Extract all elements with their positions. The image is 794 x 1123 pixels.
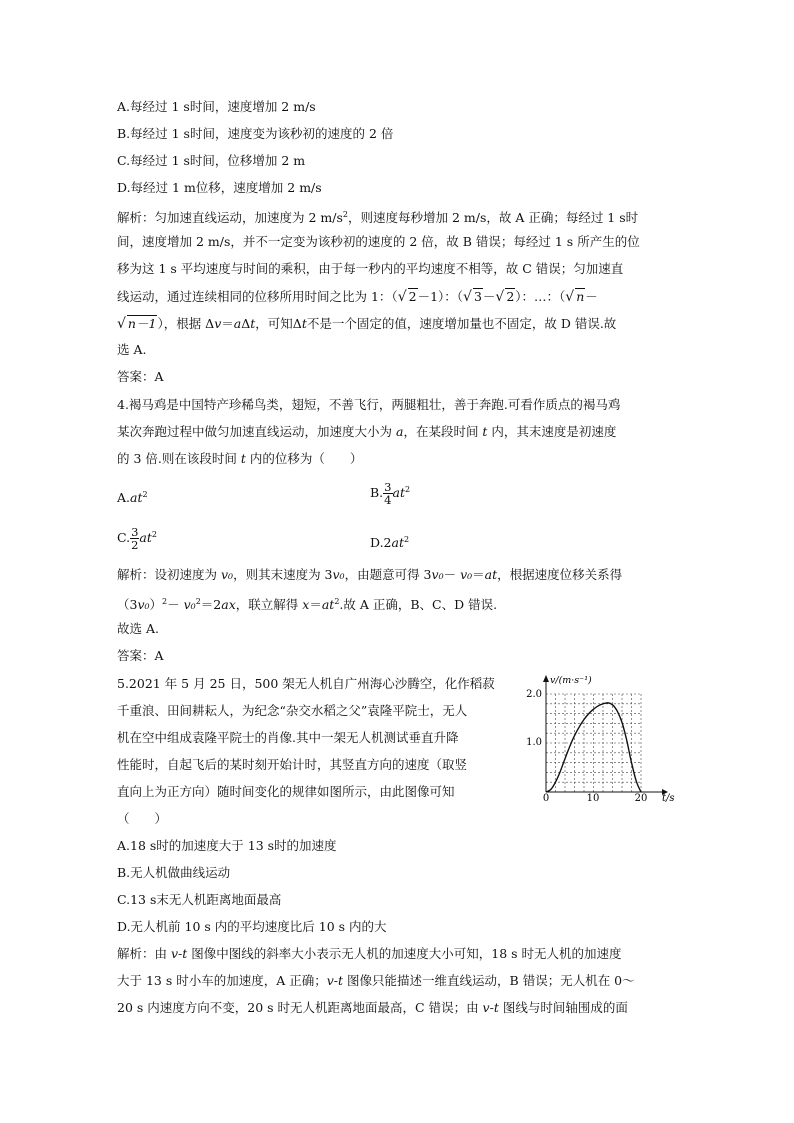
q5-option-c: C.13 s末无人机距离地面最高 xyxy=(117,892,282,907)
y-tick-label: 2.0 xyxy=(526,689,542,700)
x-axis-label: t/s xyxy=(662,793,675,804)
q5-stem-line-5: 直向上为正方向）随时间变化的规律如图所示，由此图像可知 xyxy=(117,784,455,799)
q4-option-c: C. $\frac{3}{2}$ $at^2$ xyxy=(117,525,157,552)
q4-option-b: B. $\frac{3}{4}$ $at^2$ xyxy=(370,480,411,507)
q5-option-d: D.无人机前 10 s 内的平均速度比后 10 s 内的大 xyxy=(117,919,387,934)
q4-conclusion: 故选 A. xyxy=(117,621,159,636)
q5-stem-line-2: 千重浪、田间耕耘人，为纪念“杂交水稻之父”袁隆平院士，无人 xyxy=(117,703,468,718)
q3-option-c: C.每经过 1 s时间，位移增加 2 m xyxy=(117,153,306,168)
y-tick-label: 1.0 xyxy=(526,737,542,748)
q3-analysis-line-4: 线运动，通过连续相同的位移所用时间之比为 1：（√ 2－1）：（√ 3－√ 2）：…：（√ n－ xyxy=(117,289,598,305)
q5-analysis-line-2: 大于 13 s 时小车的加速度，A 正确；v-t 图像只能描述一维直线运动，B 错误；无人机在 0～ xyxy=(117,973,635,988)
x-tick-label: 10 xyxy=(586,793,600,804)
q4-stem-line-3: 的 3 倍.则在该段时间 t 内的位移为（ ） xyxy=(117,451,363,466)
x-tick-label: 0 xyxy=(542,793,550,804)
q4-analysis-line-2: $(3v_0)^2- v_0^2=2ax$，联立解得 $x=at^2$.故 A 正确，B、C、D 错误. xyxy=(117,597,498,613)
q3-option-b: B.每经过 1 s时间，速度变为该秒初的速度的 2 倍 xyxy=(117,126,394,141)
q5-analysis-line-1: 解析：由 v-t 图像中图线的斜率大小表示无人机的加速度大小可知，18 s 时无人机的加速度 xyxy=(117,946,622,961)
q4-analysis-line-1: 解析：设初速度为 v₀，则其末速度为 3v₀，由题意可得 3v₀－ v₀＝at，根据速度位移关系得 xyxy=(117,567,623,582)
q4-answer: 答案：A xyxy=(117,648,164,663)
q3-analysis-line-2: 间，速度增加 2 m/s，并不一定变为该秒初的速度的 2 倍，故 B 错误；每经过 1 s 所产生的位 xyxy=(117,234,640,249)
velocity-time-graph xyxy=(512,670,682,810)
q4-stem-line-2: 某次奔跑过程中做匀加速直线运动，加速度大小为 a，在某段时间 t 内，其末速度是初速度 xyxy=(117,424,617,439)
q5-stem-line-6: （ ） xyxy=(117,811,168,826)
q5-stem-line-3: 机在空中组成袁隆平院士的肖像.其中一架无人机测试垂直升降 xyxy=(117,730,459,745)
x-tick-label: 20 xyxy=(634,793,648,804)
y-axis-label: v/(m·s⁻¹) xyxy=(550,675,592,686)
q3-analysis-line-3: 移为这 1 s 平均速度与时间的乘积，由于每一秒内的平均速度不相等，故 C 错误；匀加速直 xyxy=(117,261,624,276)
q5-stem-line-4: 性能时，自起飞后的某时刻开始计时，其竖直方向的速度（取竖 xyxy=(117,757,468,772)
q3-analysis-line-5: √ n－1），根据 Δv＝aΔt，可知Δt不是一个固定的值，速度增加量也不固定，故 D 错误.故 xyxy=(117,316,617,332)
q3-analysis-line-1: 解析：匀加速直线运动，加速度为 2 $m/s^2$，则速度每秒增加 2 m/s，故 A 正确；每经过 1 s时 xyxy=(117,210,639,226)
q3-answer: 答案：A xyxy=(117,369,164,384)
q5-option-b: B.无人机做曲线运动 xyxy=(117,865,231,880)
q3-option-a: A.每经过 1 s时间，速度增加 2 m/s xyxy=(117,99,316,114)
q4-stem-line-1: 4.褐马鸡是中国特产珍稀鸟类，翅短，不善飞行，两腿粗壮，善于奔跑.可看作质点的褐马鸡 xyxy=(117,397,621,412)
graph-axes xyxy=(543,675,668,795)
q5-analysis-line-3: 20 s 内速度方向不变，20 s 时无人机距离地面最高，C 错误；由 v-t 图线与时间轴围成的面 xyxy=(117,1000,628,1015)
q3-analysis-line-6: 选 A. xyxy=(117,342,147,357)
q4-option-a: $A.at^2$ xyxy=(117,490,148,506)
q5-option-a: A.18 s时的加速度大于 13 s时的加速度 xyxy=(117,838,337,853)
q4-option-d: $D.2at^2$ xyxy=(370,535,410,551)
q5-stem-line-1: 5.2021 年 5 月 25 日，500 架无人机自广州海心沙腾空，化作稻菽 xyxy=(117,676,495,691)
q3-option-d: D.每经过 1 m位移，速度增加 2 m/s xyxy=(117,180,322,195)
